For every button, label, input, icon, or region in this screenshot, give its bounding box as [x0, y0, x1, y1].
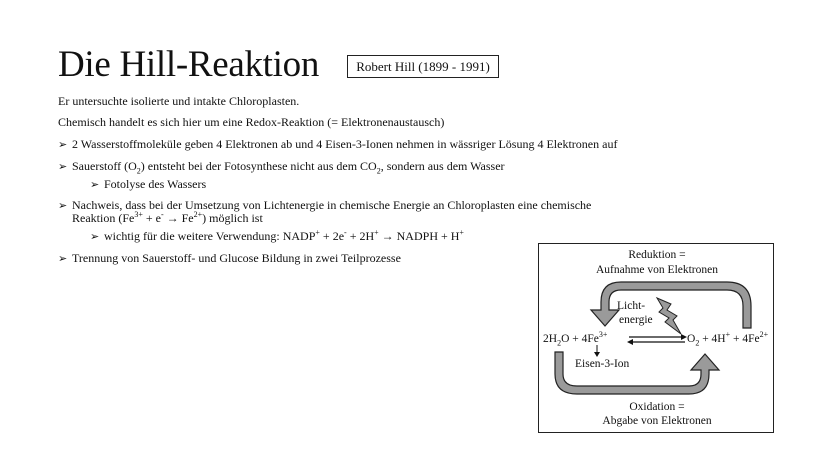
light-energy-label-1: Licht-	[617, 300, 646, 312]
arrow-bullet-icon: ➢	[58, 139, 68, 151]
page-title: Die Hill-Reaktion	[58, 44, 320, 85]
light-energy-label-2: energie	[619, 314, 653, 326]
arrow-bullet-icon: ➢	[90, 231, 100, 243]
bullet-item: ➢ Sauerstoff $(O_2)$ entsteht bei der Fotosynthese nicht aus dem $CO_2$, sondern aus dem Wasser	[58, 159, 505, 176]
bullet-item	[58, 251, 401, 267]
arrow-bullet-icon: ➢	[58, 200, 68, 212]
arrow-bullet-icon: ➢	[58, 161, 68, 173]
lightning-icon	[657, 298, 681, 334]
bullet-text: Trennung von Sauerstoff- und Glucose Bildung in zwei Teilprozesse	[72, 251, 401, 265]
bullet-item: ➢ Nachweis, dass bei der Umsetzung von Lichtenergie in chemische Energie an Chloroplasten eine chemische	[58, 198, 592, 212]
bullet-continuation: Reaktion $(Fe^{3+} + e^- \to Fe^{2+})$ möglich ist	[72, 210, 263, 225]
reduction-label-1: Reduktion =	[628, 249, 686, 261]
oxidation-label-2: Abgabe von Elektronen	[602, 415, 712, 427]
oxidation-label-1: Oxidation =	[629, 401, 685, 413]
sub-bullet-item: ➢ wichtig für die weitere Verwendung: NADP+ + 2e- + 2H+ → NADPH + H+	[90, 228, 464, 243]
sub-bullet-item	[90, 177, 206, 193]
arrow-bullet-icon: ➢	[58, 253, 68, 265]
intro-line-2: Chemisch handelt es sich hier um eine Redox-Reaktion (= Elektronenaustausch)	[58, 115, 445, 129]
author-badge: Robert Hill (1899 - 1991)	[347, 55, 499, 78]
intro-line-1: Er untersuchte isolierte und intakte Chloroplasten.	[58, 94, 300, 108]
redox-diagram	[538, 243, 774, 433]
reactant-label: $2H_2O + 4Fe^{3+}$	[543, 330, 608, 348]
sub-bullet-text: Fotolyse des Wassers	[104, 177, 207, 191]
reduction-label-2: Aufnahme von Elektronen	[596, 264, 718, 276]
ion-label: Eisen-3-Ion	[575, 358, 630, 370]
reverse-arrow-head	[627, 339, 633, 345]
bullet-item	[58, 137, 617, 153]
bullet-text: 2 Wasserstoffmoleküle geben 4 Elektronen ab und 4 Eisen-3-Ionen nehmen in wässriger Lösung 4 Elektronen auf	[72, 137, 618, 151]
product-label: $O_2 + 4H^+ + 4Fe^{2+}$	[687, 330, 769, 348]
arrow-bullet-icon: ➢	[90, 179, 100, 191]
